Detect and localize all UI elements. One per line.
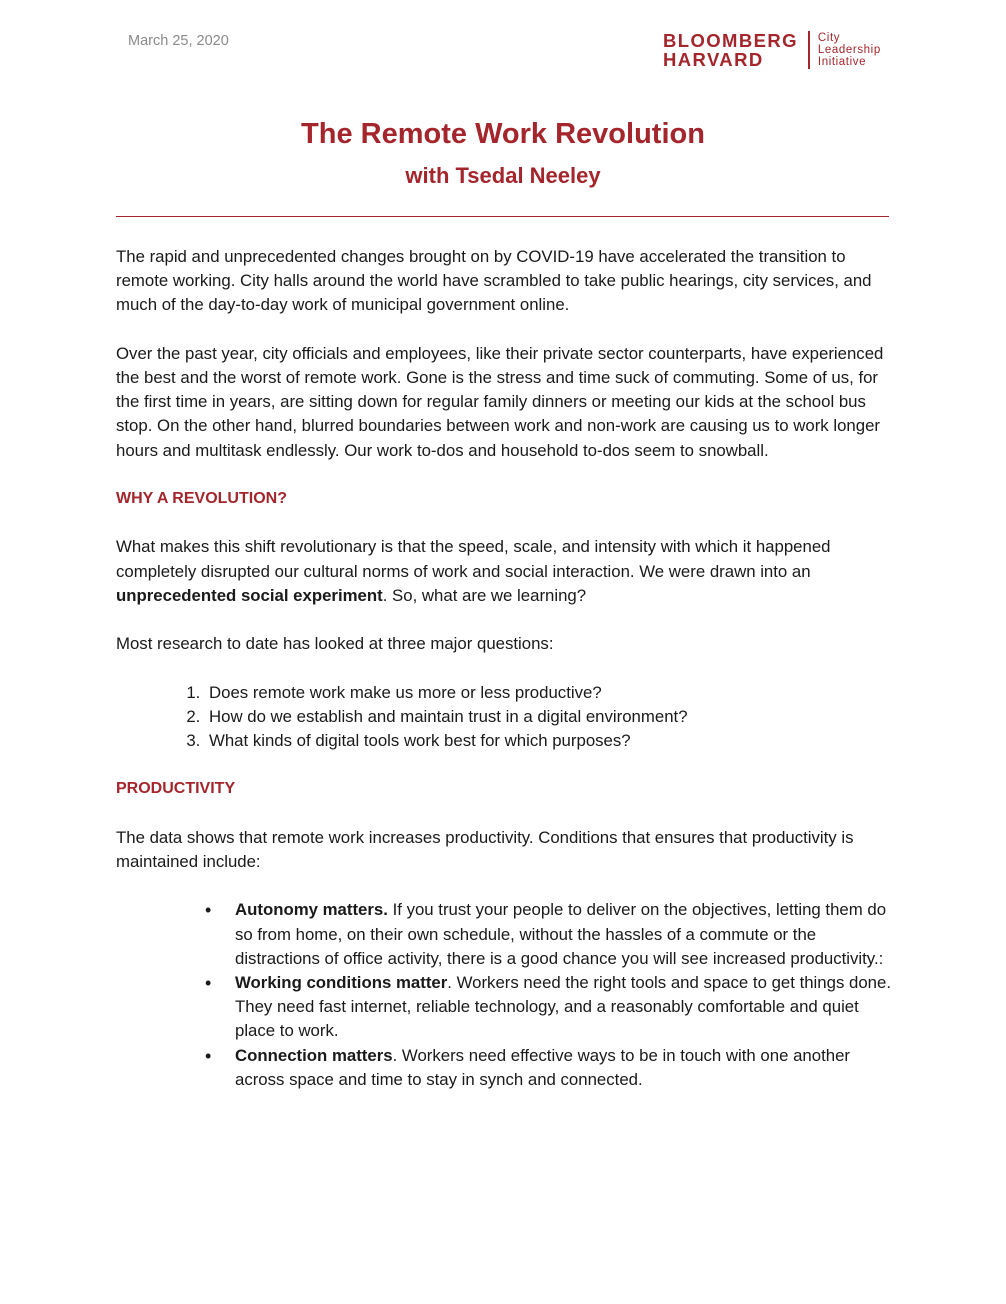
document-subtitle: with Tsedal Neeley [405, 163, 601, 188]
list-item: 3. What kinds of digital tools work best for which purposes? [205, 729, 891, 753]
logo-line-1: BLOOMBERG [663, 30, 798, 51]
revolution-text-end: . So, what are we learning? [382, 585, 587, 605]
experience-paragraph: Over the past year, city officials and employees, like their private sector counterparts, have experienced the best and the worst of remote work. Gone is the stress and time suck of commuting. Some of us, for the first time in years, are sitting down for regular family dinners or meeting our kids at the school bus stop. On the other hand, blurred boundaries between work and non-work are causing us to work longer hours and multitask endlessly. Our work to-dos and household to-dos seem to snowball. [116, 343, 884, 460]
condition-title: Working conditions matter [235, 972, 448, 992]
research-intro-paragraph: Most research to date has looked at three major questions: [116, 634, 554, 654]
revolution-bold-phrase: unprecedented social experiment [116, 585, 383, 605]
list-item [235, 898, 891, 971]
title-divider [116, 216, 889, 217]
bloomberg-harvard-logo [663, 31, 881, 69]
list-item [235, 971, 891, 1044]
logo-wordmark [663, 31, 798, 69]
document-date: March 25, 2020 [128, 33, 229, 49]
section-heading-revolution: WHY A REVOLUTION? [116, 490, 287, 507]
condition-title: Autonomy matters. [235, 900, 388, 920]
logo-sub-1: City [817, 32, 841, 44]
list-item [235, 1044, 891, 1092]
condition-text: . Workers need effective ways to be in touch with one another across space and time to stay in synch and connected. [235, 1045, 850, 1089]
section-heading-productivity: PRODUCTIVITY [116, 780, 236, 798]
revolution-paragraph [116, 535, 891, 608]
condition-text: If you trust your people to deliver on the objectives, letting them do so from home, on their own schedule, without the hassles of a commute or the distractions of office activity, there is a good chance you will see increased productivity.: [235, 900, 887, 968]
condition-title: Connection matters [235, 1045, 393, 1065]
document-body [116, 245, 891, 1092]
logo-divider [808, 31, 810, 69]
logo-line-2: HARVARD [663, 49, 764, 70]
productivity-paragraph: The data shows that remote work increases productivity. Conditions that ensures that productivity is maintained include: [116, 827, 854, 871]
revolution-text-start: What makes this shift revolutionary is that the speed, scale, and intensity with which it happened completely disrupted our cultural norms of work and social interaction. We were drawn into an [116, 537, 831, 581]
intro-paragraph: The rapid and unprecedented changes brought on by COVID-19 have accelerated the transition to remote working. City halls around the world have scrambled to take public hearings, city services, and much of the day-to-day work of municipal government online. [116, 247, 872, 315]
document-title: The Remote Work Revolution [301, 118, 705, 150]
logo-subtitle [818, 32, 881, 69]
list-item: 2. How do we establish and maintain trust in a digital environment? [205, 705, 891, 729]
condition-text: . Workers need the right tools and space to get things done. They need fast internet, reliable technology, and a reasonably comfortable and quiet place to work. [235, 972, 892, 1041]
list-item: 1. Does remote work make us more or less productive? [205, 681, 891, 705]
productivity-conditions-list [116, 898, 891, 1092]
research-questions-list [116, 681, 891, 754]
logo-sub-3: Initiative [817, 56, 867, 69]
logo-sub-2: Leadership [817, 44, 881, 57]
